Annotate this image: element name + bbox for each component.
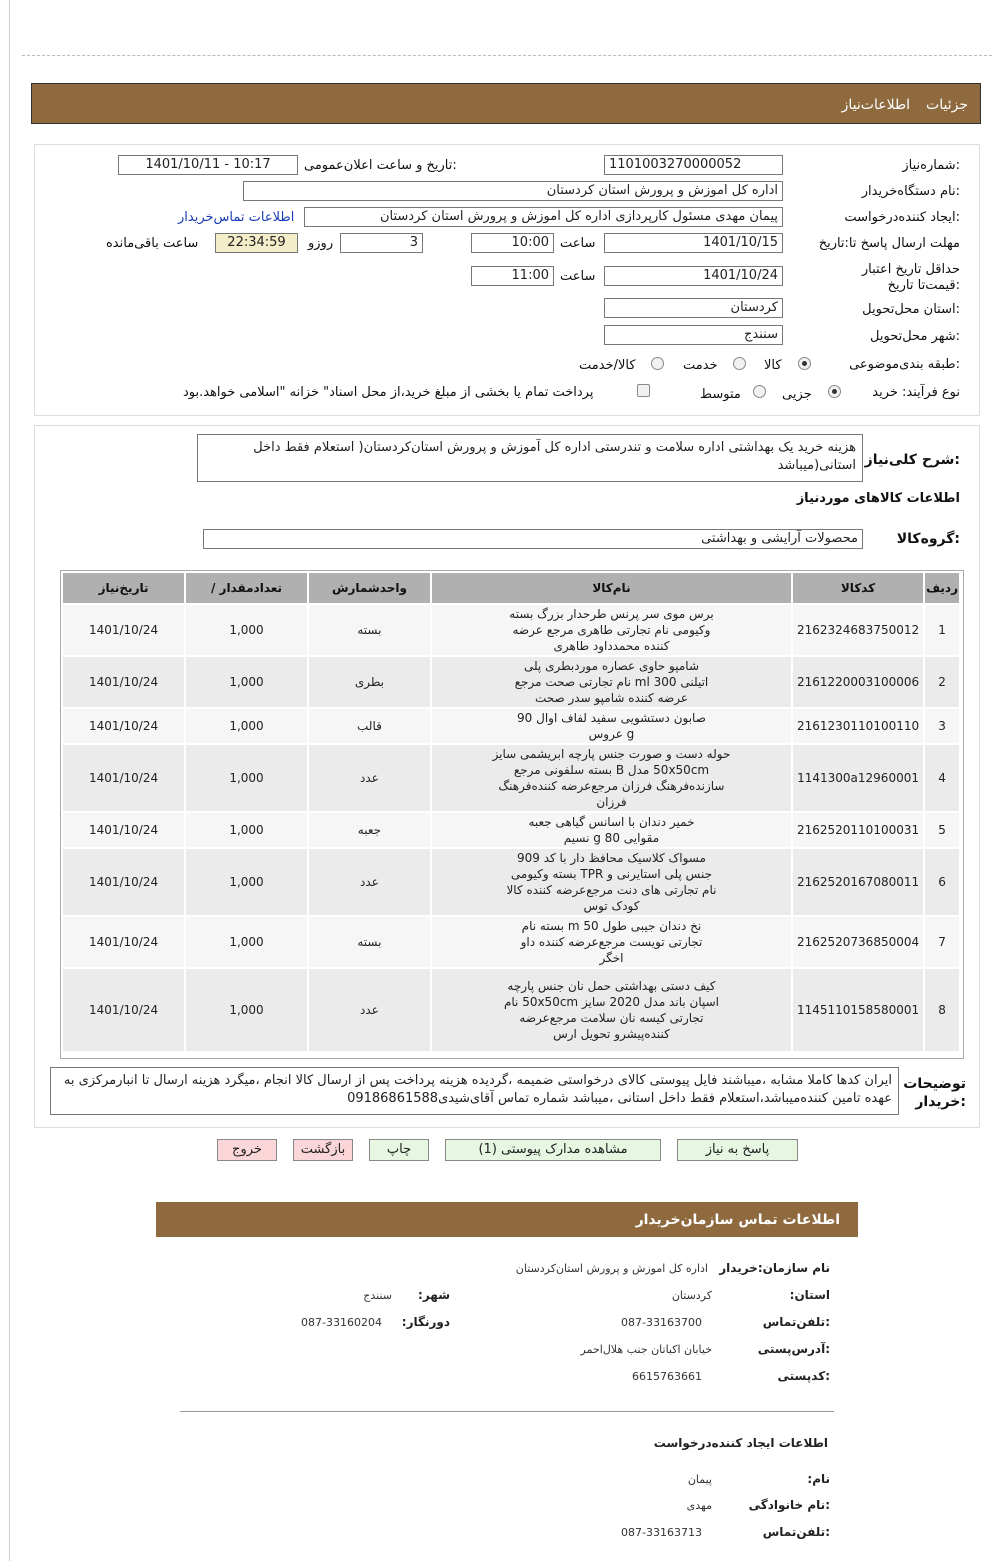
cell-unit: عدد [309, 745, 430, 811]
header-details[interactable]: جزئیات [926, 97, 968, 113]
creator-family-value: مهدی [686, 1499, 712, 1512]
notes-box: ایران کدها کاملا مشابه ،میباشند فایل پیوستی کالای درخواستی ضمیمه ،گردیده هزینه پرداخت پس از ارسال کالا انجام ،میگرد هزینه ارسال تا انبارمرکزی به عهده تامین کننده‌میباشد،استعلام فقط داخل استانی ،میباشد شماره تماس آقای‌شیدی09186861588 [50, 1067, 899, 1115]
city-label: شهر محل‌تحویل: [870, 329, 960, 344]
category-label: طبقه بندی‌موضوعی: [849, 357, 960, 372]
top-dashed-divider [22, 55, 992, 56]
cell-name: حوله دست و صورت جنس پارچه ابریشمی سایز 50x50cm مدل B بسته سلفونی مرجع سازنده‌فرهنگ فرزان مرجع‌عرضه کننده‌فرهنگ فرزان [432, 745, 791, 811]
cell-qty: 1,000 [186, 813, 307, 847]
process-label: نوع فرآیند: خرید [872, 385, 960, 400]
contact-fax-value: 087-33160204 [301, 1316, 382, 1329]
buyer-org-label: نام دستگاه‌خریدار: [861, 184, 960, 199]
reply-button[interactable]: پاسخ به نیاز [677, 1139, 798, 1161]
province-label: استان محل‌تحویل: [862, 302, 960, 317]
cell-row: 2 [925, 657, 959, 707]
header-need-info[interactable]: اطلاعات‌نیاز [841, 97, 910, 113]
cell-qty: 1,000 [186, 969, 307, 1051]
group-label: گروه‌کالا: [896, 531, 960, 547]
cell-unit: بطری [309, 657, 430, 707]
contact-province-label: :استان [789, 1288, 830, 1302]
radio-medium[interactable] [753, 385, 766, 398]
cell-qty: 1,000 [186, 745, 307, 811]
contact-province-value: کردستان [671, 1289, 712, 1302]
cell-name: نخ دندان جیبی طول 50 m بسته نام تجارتی تویست مرجع‌عرضه کننده داو اخگر [432, 917, 791, 967]
cell-name: شامپو حاوی عصاره موردبطری پلی اتیلنی 300 ml نام تجارتی صحت مرجع عرضه کننده شامپو سدر صحت [432, 657, 791, 707]
contact-org-value: اداره کل اموزش و پرورش استان‌کردستان [515, 1262, 708, 1275]
province-field[interactable]: کردستان [604, 298, 783, 318]
notes-label: توضیحات خریدار: [903, 1076, 966, 1110]
cell-name: کیف دستی بهداشتی حمل نان جنس پارچه اسپان باند مدل 2020 سایز 50x50cm نام تجارتی کیسه نان سلامت مرجع‌عرضه کننده‌پیشرو تحویل ارس [432, 969, 791, 1051]
contact-header-bar [156, 1202, 858, 1237]
need-number-field[interactable]: 1101003270000052 [604, 155, 783, 175]
cell-name: صابون دستشویی سفید لفاف اوال 90 g عروس [432, 709, 791, 743]
creator-family-label: نام خانوادگی: [748, 1498, 830, 1512]
cell-date: 1401/10/24 [63, 709, 184, 743]
radio-service[interactable] [733, 357, 746, 370]
cell-date: 1401/10/24 [63, 657, 184, 707]
cell-row: 6 [925, 849, 959, 915]
buyer-contact-link[interactable]: اطلاعات تماس‌خریدار [178, 210, 295, 225]
th-name: نام‌کالا [432, 573, 791, 603]
cell-date: 1401/10/24 [63, 745, 184, 811]
radio-partial[interactable] [828, 385, 841, 398]
page-header-bar [31, 83, 981, 124]
cell-name: خمیر دندان با اسانس گیاهی جعبه مقوایی g 80 نسیم [432, 813, 791, 847]
cell-qty: 1,000 [186, 849, 307, 915]
validity-date-field[interactable]: 1401/10/24 [604, 266, 783, 286]
contact-org-label: نام سازمان:خریدار [719, 1261, 830, 1275]
contact-city-label: :شهر [418, 1288, 450, 1302]
table-row[interactable] [63, 605, 959, 655]
cell-unit: عدد [309, 849, 430, 915]
cell-unit: قالب [309, 709, 430, 743]
contact-city-value: سنندج [363, 1289, 392, 1302]
desc-label: شرح کلی‌نیاز: [864, 452, 960, 468]
back-button[interactable]: بازگشت [293, 1139, 353, 1161]
table-row[interactable] [63, 657, 959, 707]
cell-row: 1 [925, 605, 959, 655]
cell-name: مسواک کلاسیک محافظ دار با کد 909 جنس پلی استایرنی و TPR بسته وکیومی نام تجارتی های دنت مرجع‌عرضه کننده کالا کودک توس [432, 849, 791, 915]
cell-row: 8 [925, 969, 959, 1051]
validity-label: حداقل تاریخ اعتبار قیمت‌تا تاریخ: [861, 262, 960, 293]
cell-date: 1401/10/24 [63, 969, 184, 1051]
left-border-line [9, 0, 10, 1561]
announce-field[interactable]: 1401/10/11 - 10:17 [118, 155, 298, 175]
cell-row: 7 [925, 917, 959, 967]
creator-phone-value: 087-33163713 [621, 1526, 702, 1539]
contact-title: اطلاعات تماس سازمان‌خریدار [635, 1212, 840, 1228]
attachments-button[interactable]: مشاهده مدارک پیوستی (1) [445, 1139, 661, 1161]
table-row[interactable] [63, 745, 959, 811]
cell-unit: عدد [309, 969, 430, 1051]
days-label: روزو [308, 236, 334, 251]
cell-code: 2162324683750012 [793, 605, 923, 655]
validity-time-field[interactable]: 11:00 [471, 266, 554, 286]
payment-note: پرداخت تمام یا بخشی از مبلغ خرید،از محل اسناد" خزانه "اسلامی خواهد.بود [183, 385, 594, 400]
radio-goods-label: کالا [764, 358, 782, 373]
th-qty: تعدادمقدار / [186, 573, 307, 603]
buyer-org-field[interactable]: اداره کل اموزش و پرورش استان کردستان [243, 181, 783, 201]
creator-field[interactable]: پیمان مهدی مسئول کارپردازی اداره کل اموزش و پرورش استان کردستان [304, 207, 783, 227]
table-row[interactable] [63, 813, 959, 847]
cell-qty: 1,000 [186, 917, 307, 967]
cell-code: 1141300a12960001 [793, 745, 923, 811]
table-row[interactable] [63, 709, 959, 743]
creator-label: ایجاد کننده‌درخواست: [844, 210, 960, 225]
radio-goods-service-label: کالا/خدمت [579, 358, 636, 373]
city-field[interactable]: سنندج [604, 325, 783, 345]
cell-code: 2162520110100031 [793, 813, 923, 847]
contact-divider [180, 1411, 834, 1412]
goods-info-title: اطلاعات کالاهای موردنیاز [796, 491, 960, 506]
cell-date: 1401/10/24 [63, 849, 184, 915]
contact-phone-value: 087-33163700 [621, 1316, 702, 1329]
contact-fax-label: :دورنگار [401, 1315, 450, 1329]
exit-button[interactable]: خروج [217, 1139, 277, 1161]
items-table-frame [60, 570, 964, 1059]
remaining-label: ساعت باقی‌مانده [106, 236, 199, 251]
th-row: ردیف [925, 573, 959, 603]
creator-name-label: :نام [807, 1472, 830, 1486]
table-row[interactable] [63, 849, 959, 915]
deadline-date-field[interactable]: 1401/10/15 [604, 233, 783, 253]
th-unit: واحدشمارش [309, 573, 430, 603]
need-number-label: شماره‌نیاز: [902, 158, 960, 173]
cell-qty: 1,000 [186, 709, 307, 743]
table-row[interactable] [63, 969, 959, 1051]
contact-postal-label: کد‌پستی: [777, 1369, 830, 1383]
cell-code: 2161220003100006 [793, 657, 923, 707]
th-code: کدکالا [793, 573, 923, 603]
deadline-time-field[interactable]: 10:00 [471, 233, 554, 253]
payment-checkbox[interactable] [637, 384, 650, 397]
th-date: تاریخ‌نیاز [63, 573, 184, 603]
cell-row: 5 [925, 813, 959, 847]
contact-address-label: آدرس‌پستی: [757, 1342, 830, 1356]
radio-goods-service[interactable] [651, 357, 664, 370]
cell-code: 1145110158580001 [793, 969, 923, 1051]
cell-unit: بسته [309, 917, 430, 967]
deadline-label: مهلت ارسال پاسخ تا:تاریخ [818, 236, 960, 251]
cell-code: 2162520167080011 [793, 849, 923, 915]
cell-row: 4 [925, 745, 959, 811]
announce-label: تاریخ و ساعت اعلان‌عمومی: [304, 158, 457, 173]
cell-name: برس موی سر پرنس طرحدار بزرگ بسته وکیومی نام تجارتی طاهری مرجع عرضه کننده محمدداود طاهری [432, 605, 791, 655]
cell-qty: 1,000 [186, 605, 307, 655]
contact-postal-value: 6615763661 [632, 1370, 702, 1383]
print-button[interactable]: چاپ [369, 1139, 429, 1161]
cell-date: 1401/10/24 [63, 917, 184, 967]
validity-time-label: ساعت [560, 269, 596, 284]
cell-date: 1401/10/24 [63, 813, 184, 847]
cell-code: 2162520736850004 [793, 917, 923, 967]
group-field[interactable]: محصولات آرایشی و بهداشتی [203, 529, 863, 549]
days-field[interactable]: 3 [340, 233, 423, 253]
radio-service-label: خدمت [683, 358, 718, 373]
cell-qty: 1,000 [186, 657, 307, 707]
items-table [61, 571, 961, 1053]
creator-info-title: اطلاعات ایجاد کننده‌درخواست [653, 1436, 828, 1450]
desc-box: هزینه خرید یک بهداشتی اداره سلامت و تندرستی اداره کل آموزش و پرورش استان‌کردستان( استعلام فقط داخل استانی(میباشد [197, 434, 863, 482]
radio-goods[interactable] [798, 357, 811, 370]
cell-date: 1401/10/24 [63, 605, 184, 655]
cell-row: 3 [925, 709, 959, 743]
table-row[interactable] [63, 917, 959, 967]
deadline-time-label: ساعت [560, 236, 596, 251]
cell-unit: بسته [309, 605, 430, 655]
creator-name-value: پیمان [687, 1473, 712, 1486]
radio-medium-label: متوسط [700, 387, 741, 402]
cell-code: 2161230110100110 [793, 709, 923, 743]
radio-partial-label: جزیی [782, 387, 812, 402]
countdown-timer: 22:34:59 [215, 233, 298, 253]
creator-phone-label: تلفن‌تماس: [762, 1525, 830, 1539]
cell-unit: جعبه [309, 813, 430, 847]
contact-address-value: خیابان اکباتان جنب هلال‌احمر [580, 1343, 712, 1356]
contact-phone-label: تلفن‌تماس: [762, 1315, 830, 1329]
